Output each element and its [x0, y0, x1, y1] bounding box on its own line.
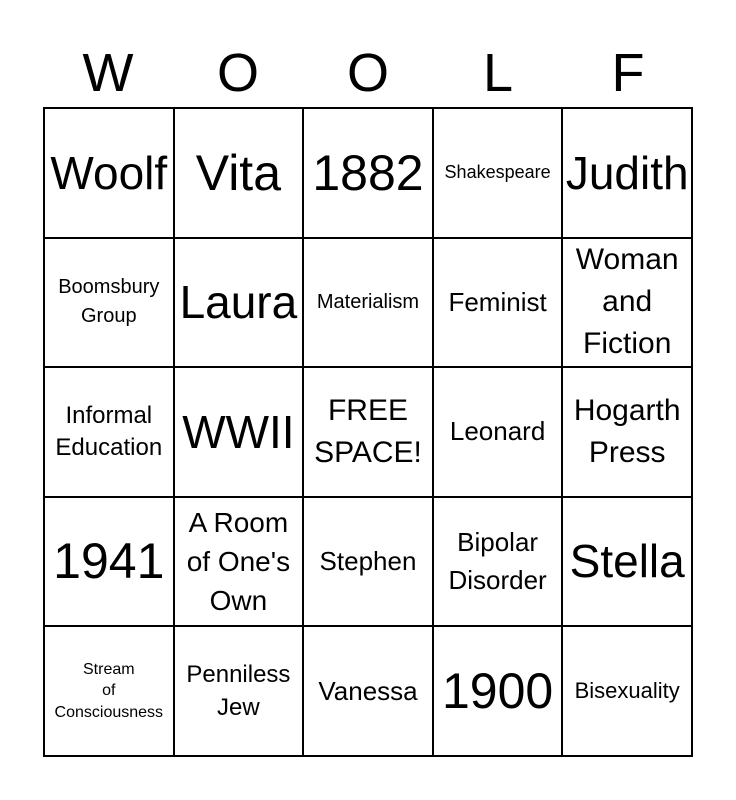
cell-text: Informal Education [55, 401, 163, 461]
cell-text: Woolf [50, 146, 168, 199]
header-letter-w: W [82, 43, 134, 103]
bingo-cell-boomsbury-group[interactable] [44, 238, 174, 368]
cell-text: Feminist [448, 286, 547, 317]
cell-text: Hogarth Press [573, 393, 681, 469]
bingo-cell-stream-of-consciousness[interactable] [44, 626, 174, 756]
bingo-cell-woman-and-fiction[interactable] [562, 238, 692, 368]
cell-text: 1900 [441, 662, 554, 719]
cell-text: Laura [179, 276, 298, 329]
cell-text: Judith [565, 146, 689, 199]
cell-text: Vita [195, 144, 282, 201]
cell-text: Leonard [449, 416, 546, 447]
cell-text: 1882 [312, 144, 424, 201]
bingo-cell-hogarth-press[interactable] [562, 367, 692, 497]
cell-text: A Room of One's Own [186, 506, 291, 617]
cell-text: FREE SPACE! [314, 393, 422, 469]
bingo-cell-vanessa[interactable] [303, 626, 433, 756]
bingo-cell-vita[interactable] [174, 108, 304, 238]
bingo-header [43, 40, 693, 106]
bingo-cell-a-room-of-ones-own[interactable] [174, 497, 304, 627]
cell-text: Vanessa [318, 675, 418, 706]
cell-text: Stephen [319, 546, 417, 576]
header-letter-o-2: O [346, 43, 389, 103]
bingo-cell-informal-education[interactable] [44, 367, 174, 497]
bingo-cell-leonard[interactable] [433, 367, 563, 497]
header-letter-o-1: O [216, 43, 259, 103]
bingo-cell-stephen[interactable] [303, 497, 433, 627]
cell-text: Materialism [316, 290, 420, 313]
cell-text: Bisexuality [574, 678, 680, 704]
bingo-cell-laura[interactable] [174, 238, 304, 368]
cell-text: Stella [569, 535, 685, 588]
bingo-cell-feminist[interactable] [433, 238, 563, 368]
cell-text: Bipolar Disorder [448, 526, 547, 595]
cell-text: 1941 [53, 533, 165, 590]
cell-text: Stream of Consciousness [54, 660, 164, 721]
bingo-cell-shakespeare[interactable] [433, 108, 563, 238]
bingo-cell-bisexuality[interactable] [562, 626, 692, 756]
cell-text: WWII [182, 405, 295, 458]
bingo-cell-materialism[interactable] [303, 238, 433, 368]
bingo-cell-bipolar-disorder[interactable] [433, 497, 563, 627]
cell-text: Woman and Fiction [575, 243, 679, 361]
header-letter-l: L [482, 43, 514, 103]
bingo-cell-wwii[interactable] [174, 367, 304, 497]
cell-text: Boomsbury Group [58, 276, 160, 328]
cell-text: Shakespeare [444, 162, 551, 182]
bingo-board [43, 107, 693, 757]
bingo-cell-judith[interactable] [562, 108, 692, 238]
bingo-cell-free-space[interactable] [303, 367, 433, 497]
header-letter-f: F [611, 43, 645, 103]
bingo-cell-1941[interactable] [44, 497, 174, 627]
bingo-cell-penniless-jew[interactable] [174, 626, 304, 756]
bingo-cell-1882[interactable] [303, 108, 433, 238]
cell-text: Penniless Jew [186, 660, 291, 722]
bingo-cell-woolf[interactable] [44, 108, 174, 238]
bingo-cell-1900[interactable] [433, 626, 563, 756]
bingo-cell-stella[interactable] [562, 497, 692, 627]
